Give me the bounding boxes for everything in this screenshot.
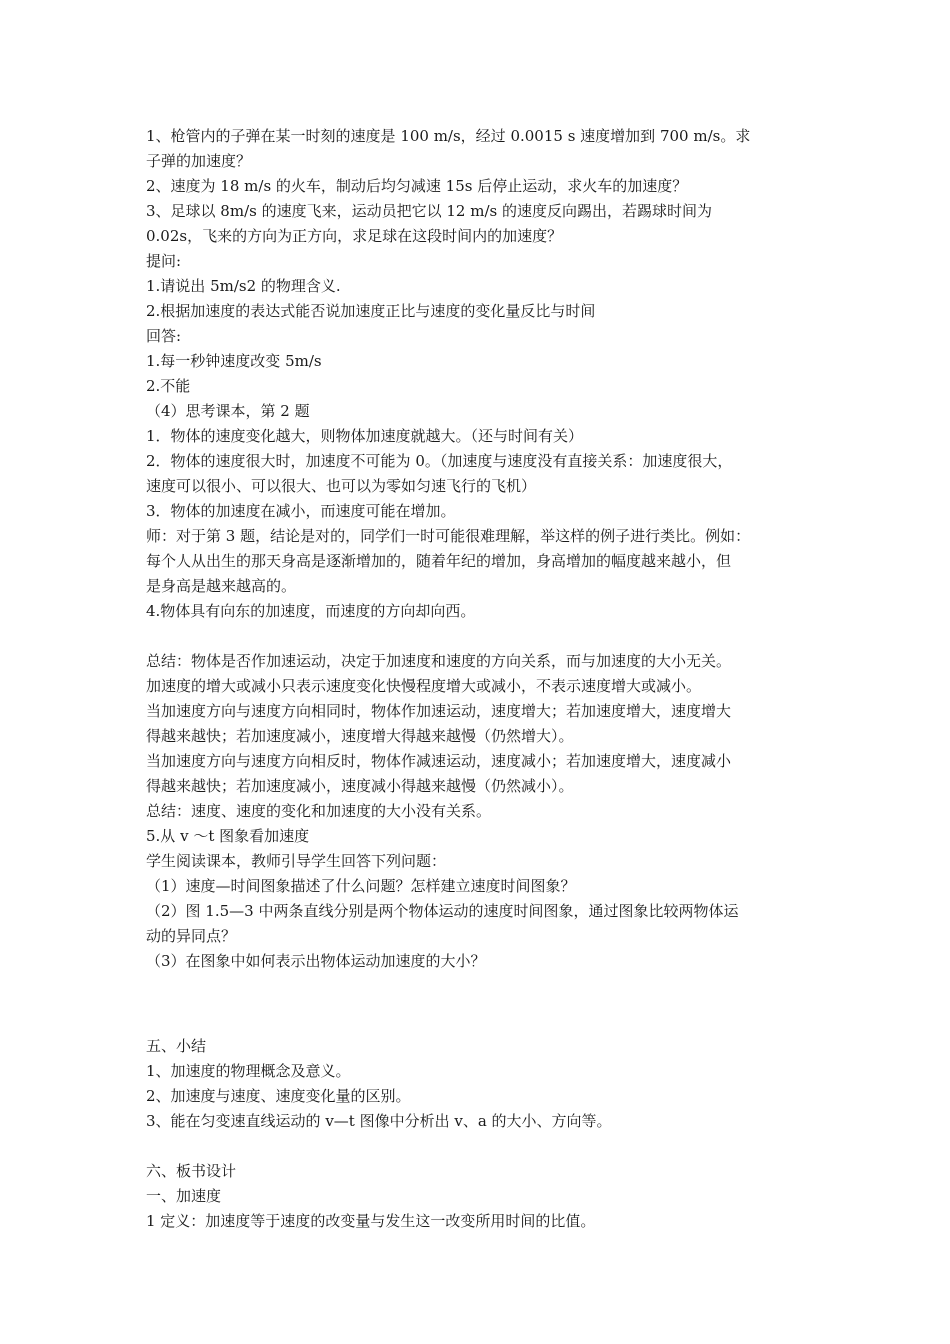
text-line: 回答: bbox=[146, 327, 182, 345]
text-line: （2）图 1.5—3 中两条直线分别是两个物体运动的速度时间图象，通过图象比较两物体运 bbox=[146, 902, 739, 920]
text-line: 子弹的加速度？ bbox=[146, 152, 252, 170]
text-line: 总结：速度、速度的变化和加速度的大小没有关系。 bbox=[146, 802, 492, 820]
text-line: 1 定义：加速度等于速度的改变量与发生这一改变所用时间的比值。 bbox=[146, 1212, 596, 1230]
text-line: 2.不能 bbox=[146, 377, 191, 395]
text-line: 4.物体具有向东的加速度，而速度的方向却向西。 bbox=[146, 602, 476, 620]
text-line: 得越来越快；若加速度减小，速度减小得越来越慢（仍然减小）。 bbox=[146, 777, 574, 795]
text-line: 1.每一秒钟速度改变 5m/s bbox=[146, 352, 322, 370]
text-line: 1.请说出 5m/s2 的物理含义. bbox=[146, 277, 341, 295]
text-line: 总结：物体是否作加速运动，决定于加速度和速度的方向关系，而与加速度的大小无关。 bbox=[146, 652, 732, 670]
text-line: 加速度的增大或减小只表示速度变化快慢程度增大或减小，不表示速度增大或减小。 bbox=[146, 677, 702, 695]
summary-block bbox=[146, 649, 816, 974]
text-line: 2、速度为 18 m/s 的火车，制动后均匀减速 15s 后停止运动，求火车的加速度？ bbox=[146, 177, 688, 195]
spacer bbox=[146, 1134, 816, 1159]
text-line: 1．物体的速度变化越大，则物体加速度就越大。（还与时间有关） bbox=[146, 427, 584, 445]
text-line: 3、足球以 8m/s 的速度飞来，运动员把它以 12 m/s 的速度反向踢出，若踢球时间为 bbox=[146, 202, 712, 220]
text-line: 3．物体的加速度在减小，而速度可能在增加。 bbox=[146, 502, 456, 520]
text-line: 六、板书设计 bbox=[146, 1162, 237, 1180]
text-line: 速度可以很小、可以很大、也可以为零如匀速飞行的飞机） bbox=[146, 477, 537, 495]
conclusion-block bbox=[146, 1034, 816, 1134]
exercise-block bbox=[146, 124, 816, 624]
spacer bbox=[146, 974, 816, 1034]
spacer bbox=[146, 624, 816, 649]
board-design-block bbox=[146, 1159, 816, 1234]
text-line: 得越来越快；若加速度减小，速度增大得越来越慢（仍然增大）。 bbox=[146, 727, 574, 745]
document-page bbox=[146, 124, 816, 1234]
text-line: （3）在图象中如何表示出物体运动加速度的大小？ bbox=[146, 952, 486, 970]
text-line: 是身高是越来越高的。 bbox=[146, 577, 297, 595]
text-line: 0.02s，飞来的方向为正方向，求足球在这段时间内的加速度？ bbox=[146, 227, 563, 245]
text-line: 2、加速度与速度、速度变化量的区别。 bbox=[146, 1087, 411, 1105]
text-line: 1、枪管内的子弹在某一时刻的速度是 100 m/s，经过 0.0015 s 速度增加到 700 m/s。求 bbox=[146, 127, 751, 145]
text-line: 师：对于第 3 题，结论是对的，同学们一时可能很难理解，举这样的例子进行类比。例如： bbox=[146, 527, 751, 545]
text-line: 学生阅读课本，教师引导学生回答下列问题： bbox=[146, 852, 447, 870]
text-line: 当加速度方向与速度方向相同时，物体作加速运动，速度增大；若加速度增大，速度增大 bbox=[146, 702, 732, 720]
text-line: （4）思考课本，第 2 题 bbox=[146, 402, 310, 420]
text-line: 3、能在匀变速直线运动的 v—t 图像中分析出 v、a 的大小、方向等。 bbox=[146, 1112, 612, 1130]
text-line: 1、加速度的物理概念及意义。 bbox=[146, 1062, 351, 1080]
text-line: 2．物体的速度很大时，加速度不可能为 0。（加速度与速度没有直接关系：加速度很大， bbox=[146, 452, 733, 470]
text-line: 5.从 v ～t 图象看加速度 bbox=[146, 827, 310, 845]
text-line: 动的异同点？ bbox=[146, 927, 237, 945]
text-line: 一、加速度 bbox=[146, 1187, 222, 1205]
text-line: 提问: bbox=[146, 252, 182, 270]
text-line: 当加速度方向与速度方向相反时，物体作减速运动，速度减小；若加速度增大，速度减小 bbox=[146, 752, 732, 770]
text-line: 五、小结 bbox=[146, 1037, 207, 1055]
text-line: 2.根据加速度的表达式能否说加速度正比与速度的变化量反比与时间 bbox=[146, 302, 596, 320]
text-line: 每个人从出生的那天身高是逐渐增加的，随着年纪的增加，身高增加的幅度越来越小，但 bbox=[146, 552, 732, 570]
text-line: （1）速度—时间图象描述了什么问题？怎样建立速度时间图象？ bbox=[146, 877, 576, 895]
